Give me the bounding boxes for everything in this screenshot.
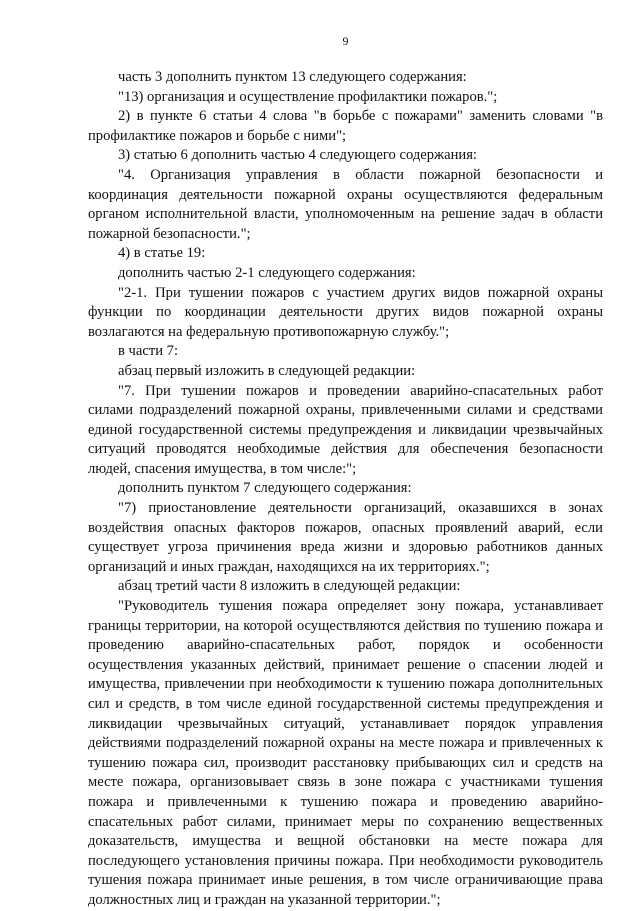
paragraph-part7-text: "7. При тушении пожаров и проведении аварийно-спасательных работ силами подразделений пожарной охраны, привлеченными силами и средствами единой государственной системы предупреждения и ликвидации чрезвычайных ситуаций проводятся необходимые действия для обеспечения безопасности людей, спасения имущества, в том числе:"; xyxy=(88,382,603,477)
paragraph-article4-item6: 2) в пункте 6 статьи 4 слова "в борьбе с пожарами" заменить словами "в профилактике пожаров и борьбе с ними"; xyxy=(88,108,603,144)
paragraph-item7-text: "7) приостановление деятельности организаций, оказавшихся в зонах воздействия опасных факторов пожаров, опасных проявлений аварий, если существует угроза причинения вреда жизни и здоровью работников данных организаций и иных граждан, находящихся на их территориях."; xyxy=(88,500,603,575)
page-number: 9 xyxy=(342,34,349,48)
paragraph-in-part7: в части 7: xyxy=(118,343,179,360)
paragraph-first-abzac: абзац первый изложить в следующей редакции: xyxy=(118,362,416,379)
paragraph-article6-add-part4: 3) статью 6 дополнить частью 4 следующего содержания: xyxy=(118,147,477,164)
paragraph-fire-chief-text: "Руководитель тушения пожара определяет зону пожара, устанавливает границы территории, на которой осуществляются действия по тушению пожара и проведению аварийно-спасательных работ, порядок и особенности осуществления указанных действий, принимает решение о спасении людей и имущества, привлечении при необходимости к тушению пожара дополнительных сил и средств, в том числе единой государственной системы предупреждения и ликвидации чрезвычайных ситуаций, устанавливает порядок управления действиями подразделений пожарной охраны на месте пожара и привлеченных к тушению пожара сил, производит расстановку прибывающих сил и средств на месте пожара, организовывает связь в зоне пожара с участниками тушения пожара и привлеченными к тушению пожара и проведению аварийно-спасательных работ силами, принимает меры по сохранению вещественных доказательств, имущества и вещной обстановки на месте пожара для последующего установления причины пожара. При необходимости руководитель тушения пожара принимает иные решения, в том числе ограничивающие права должностных лиц и граждан на указанной территории."; xyxy=(88,598,603,908)
paragraph-add-part2-1: дополнить частью 2-1 следующего содержания: xyxy=(118,264,416,281)
paragraph-article19: 4) в статье 19: xyxy=(118,245,206,262)
paragraph-part3-add-item13: часть 3 дополнить пунктом 13 следующего содержания: xyxy=(118,69,467,85)
paragraph-add-item7: дополнить пунктом 7 следующего содержания: xyxy=(118,480,412,497)
paragraph-part2-1-text: "2-1. При тушении пожаров с участием других видов пожарной охраны функции по координации деятельности других видов пожарной охраны возлагаются на федеральную противопожарную службу."; xyxy=(88,284,603,340)
paragraph-third-abzac-part8: абзац третий части 8 изложить в следующей редакции: xyxy=(118,578,461,595)
paragraph-item13-text: "13) организация и осуществление профилактики пожаров."; xyxy=(118,88,498,105)
document-page xyxy=(88,34,603,911)
paragraph-part4-text: "4. Организация управления в области пожарной безопасности и координация деятельности пожарной охраны осуществляются федеральным органом исполнительной власти, уполномоченным на решение задач в области пожарной безопасности."; xyxy=(88,166,603,242)
